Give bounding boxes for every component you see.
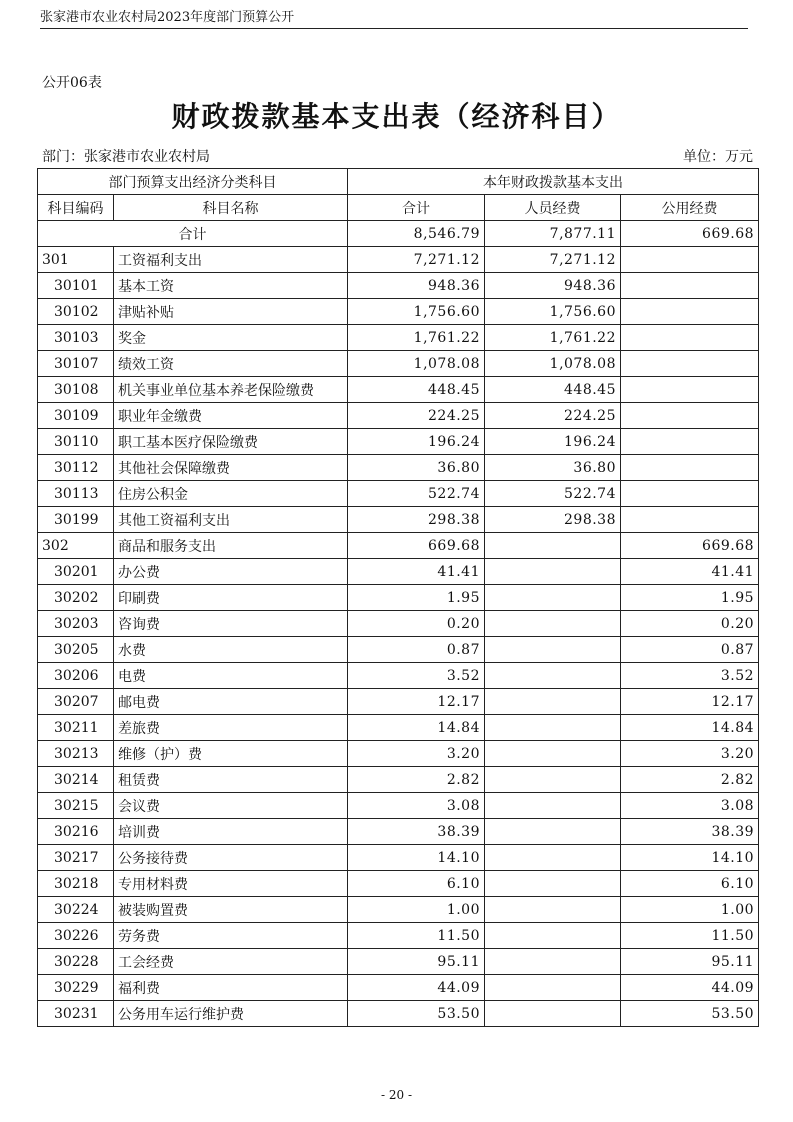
row-personnel: 522.74 [485, 481, 621, 507]
table-row [38, 299, 759, 325]
row-public [621, 351, 759, 377]
total-personnel: 7,877.11 [485, 221, 621, 247]
row-public: 3.20 [621, 741, 759, 767]
column-header-row [38, 195, 759, 221]
table-row [38, 455, 759, 481]
row-code: 30226 [38, 923, 114, 949]
row-public: 95.11 [621, 949, 759, 975]
table-row [38, 273, 759, 299]
page-title: 财政拨款基本支出表（经济科目） [171, 100, 622, 133]
table-row [38, 325, 759, 351]
row-public [621, 299, 759, 325]
table-row [38, 559, 759, 585]
budget-table [37, 168, 759, 1027]
row-name: 邮电费 [114, 689, 348, 715]
row-personnel [485, 559, 621, 585]
column-header-personnel: 人员经费 [485, 195, 621, 221]
table-row [38, 1001, 759, 1027]
row-personnel [485, 845, 621, 871]
row-personnel [485, 611, 621, 637]
row-total: 224.25 [348, 403, 485, 429]
row-code: 30102 [38, 299, 114, 325]
row-name: 绩效工资 [114, 351, 348, 377]
table-row [38, 819, 759, 845]
row-personnel [485, 897, 621, 923]
row-public [621, 377, 759, 403]
row-code: 30205 [38, 637, 114, 663]
row-public: 44.09 [621, 975, 759, 1001]
total-label: 合计 [38, 221, 348, 247]
row-public: 0.87 [621, 637, 759, 663]
row-personnel [485, 689, 621, 715]
row-personnel [485, 975, 621, 1001]
row-total: 11.50 [348, 923, 485, 949]
row-public: 669.68 [621, 533, 759, 559]
table-row [38, 715, 759, 741]
row-code: 30215 [38, 793, 114, 819]
row-public: 0.20 [621, 611, 759, 637]
total-sum: 8,546.79 [348, 221, 485, 247]
row-public: 3.08 [621, 793, 759, 819]
table-row [38, 923, 759, 949]
row-name: 工资福利支出 [114, 247, 348, 273]
row-total: 53.50 [348, 1001, 485, 1027]
row-personnel [485, 793, 621, 819]
row-code: 301 [38, 247, 114, 273]
row-personnel [485, 923, 621, 949]
row-name: 水费 [114, 637, 348, 663]
row-public: 1.00 [621, 897, 759, 923]
row-public: 41.41 [621, 559, 759, 585]
table-row [38, 377, 759, 403]
row-name: 津贴补贴 [114, 299, 348, 325]
header-basic-expenditure: 本年财政拨款基本支出 [348, 169, 759, 195]
table-row [38, 481, 759, 507]
column-header-total: 合计 [348, 195, 485, 221]
row-personnel [485, 533, 621, 559]
row-total: 12.17 [348, 689, 485, 715]
row-name: 印刷费 [114, 585, 348, 611]
table-row [38, 637, 759, 663]
table-row [38, 247, 759, 273]
row-personnel: 196.24 [485, 429, 621, 455]
row-name: 培训费 [114, 819, 348, 845]
row-total: 0.87 [348, 637, 485, 663]
row-code: 302 [38, 533, 114, 559]
row-name: 租赁费 [114, 767, 348, 793]
row-total: 38.39 [348, 819, 485, 845]
row-code: 30216 [38, 819, 114, 845]
table-row [38, 949, 759, 975]
column-header-public: 公用经费 [621, 195, 759, 221]
group-header-row [38, 169, 759, 195]
row-personnel: 1,761.22 [485, 325, 621, 351]
row-name: 职工基本医疗保险缴费 [114, 429, 348, 455]
table-row [38, 897, 759, 923]
row-public: 14.10 [621, 845, 759, 871]
row-total: 2.82 [348, 767, 485, 793]
row-name: 劳务费 [114, 923, 348, 949]
row-personnel: 36.80 [485, 455, 621, 481]
row-public: 38.39 [621, 819, 759, 845]
row-public: 11.50 [621, 923, 759, 949]
row-code: 30214 [38, 767, 114, 793]
row-total: 669.68 [348, 533, 485, 559]
row-code: 30211 [38, 715, 114, 741]
row-public [621, 247, 759, 273]
row-total: 522.74 [348, 481, 485, 507]
row-name: 工会经费 [114, 949, 348, 975]
row-name: 商品和服务支出 [114, 533, 348, 559]
row-personnel [485, 741, 621, 767]
row-code: 30217 [38, 845, 114, 871]
department-label: 部门：张家港市农业农村局 [42, 149, 210, 165]
row-public: 53.50 [621, 1001, 759, 1027]
row-public [621, 403, 759, 429]
row-name: 其他工资福利支出 [114, 507, 348, 533]
row-code: 30108 [38, 377, 114, 403]
row-personnel: 1,756.60 [485, 299, 621, 325]
header-econ-classification: 部门预算支出经济分类科目 [38, 169, 348, 195]
row-code: 30207 [38, 689, 114, 715]
row-personnel: 1,078.08 [485, 351, 621, 377]
row-personnel: 448.45 [485, 377, 621, 403]
row-personnel [485, 1001, 621, 1027]
total-public: 669.68 [621, 221, 759, 247]
row-code: 30199 [38, 507, 114, 533]
row-total: 1,756.60 [348, 299, 485, 325]
row-total: 41.41 [348, 559, 485, 585]
row-code: 30228 [38, 949, 114, 975]
table-row [38, 767, 759, 793]
row-code: 30213 [38, 741, 114, 767]
row-name: 基本工资 [114, 273, 348, 299]
row-public: 3.52 [621, 663, 759, 689]
table-row [38, 741, 759, 767]
row-name: 咨询费 [114, 611, 348, 637]
row-code: 30107 [38, 351, 114, 377]
table-row [38, 871, 759, 897]
row-total: 14.84 [348, 715, 485, 741]
row-name: 办公费 [114, 559, 348, 585]
row-name: 维修（护）费 [114, 741, 348, 767]
row-personnel: 298.38 [485, 507, 621, 533]
row-public: 6.10 [621, 871, 759, 897]
row-name: 差旅费 [114, 715, 348, 741]
row-personnel [485, 949, 621, 975]
row-code: 30202 [38, 585, 114, 611]
row-personnel: 224.25 [485, 403, 621, 429]
row-public [621, 429, 759, 455]
table-row [38, 403, 759, 429]
row-total: 3.08 [348, 793, 485, 819]
row-name: 被装购置费 [114, 897, 348, 923]
row-personnel [485, 637, 621, 663]
row-total: 95.11 [348, 949, 485, 975]
row-total: 44.09 [348, 975, 485, 1001]
row-total: 0.20 [348, 611, 485, 637]
row-total: 7,271.12 [348, 247, 485, 273]
row-total: 448.45 [348, 377, 485, 403]
row-public: 14.84 [621, 715, 759, 741]
row-total: 948.36 [348, 273, 485, 299]
row-public: 2.82 [621, 767, 759, 793]
table-row [38, 689, 759, 715]
row-code: 30218 [38, 871, 114, 897]
row-code: 30113 [38, 481, 114, 507]
table-row [38, 351, 759, 377]
row-name: 专用材料费 [114, 871, 348, 897]
table-row [38, 611, 759, 637]
running-header: 张家港市农业农村局2023年度部门预算公开 [40, 8, 748, 29]
row-name: 其他社会保障缴费 [114, 455, 348, 481]
row-total: 1,078.08 [348, 351, 485, 377]
column-header-code: 科目编码 [38, 195, 114, 221]
table-body [38, 221, 759, 1027]
row-total: 196.24 [348, 429, 485, 455]
row-name: 公务接待费 [114, 845, 348, 871]
row-code: 30203 [38, 611, 114, 637]
row-public: 12.17 [621, 689, 759, 715]
row-name: 奖金 [114, 325, 348, 351]
table-row [38, 845, 759, 871]
row-personnel [485, 585, 621, 611]
row-code: 30110 [38, 429, 114, 455]
table-row [38, 429, 759, 455]
page-number: - 20 - [380, 1088, 412, 1102]
row-total: 36.80 [348, 455, 485, 481]
row-public [621, 507, 759, 533]
row-code: 30103 [38, 325, 114, 351]
row-code: 30112 [38, 455, 114, 481]
row-public [621, 325, 759, 351]
row-personnel [485, 715, 621, 741]
row-code: 30109 [38, 403, 114, 429]
row-name: 会议费 [114, 793, 348, 819]
row-total: 3.52 [348, 663, 485, 689]
row-code: 30229 [38, 975, 114, 1001]
row-personnel [485, 819, 621, 845]
row-total: 1.95 [348, 585, 485, 611]
column-header-name: 科目名称 [114, 195, 348, 221]
table-row [38, 793, 759, 819]
table-row [38, 585, 759, 611]
row-code: 30201 [38, 559, 114, 585]
table-row [38, 533, 759, 559]
table-row [38, 507, 759, 533]
table-row [38, 663, 759, 689]
row-name: 电费 [114, 663, 348, 689]
row-total: 1.00 [348, 897, 485, 923]
row-total: 6.10 [348, 871, 485, 897]
row-public: 1.95 [621, 585, 759, 611]
row-personnel [485, 767, 621, 793]
row-code: 30224 [38, 897, 114, 923]
row-code: 30231 [38, 1001, 114, 1027]
row-code: 30206 [38, 663, 114, 689]
form-number: 公开06表 [42, 75, 102, 91]
row-personnel [485, 663, 621, 689]
row-name: 公务用车运行维护费 [114, 1001, 348, 1027]
row-total: 3.20 [348, 741, 485, 767]
row-personnel [485, 871, 621, 897]
row-public [621, 481, 759, 507]
row-personnel: 948.36 [485, 273, 621, 299]
row-name: 职业年金缴费 [114, 403, 348, 429]
row-name: 住房公积金 [114, 481, 348, 507]
row-name: 福利费 [114, 975, 348, 1001]
unit-label: 单位：万元 [683, 149, 753, 165]
total-row [38, 221, 759, 247]
row-total: 14.10 [348, 845, 485, 871]
row-code: 30101 [38, 273, 114, 299]
row-total: 298.38 [348, 507, 485, 533]
row-public [621, 273, 759, 299]
row-public [621, 455, 759, 481]
table-row [38, 975, 759, 1001]
row-name: 机关事业单位基本养老保险缴费 [114, 377, 348, 403]
row-total: 1,761.22 [348, 325, 485, 351]
row-personnel: 7,271.12 [485, 247, 621, 273]
